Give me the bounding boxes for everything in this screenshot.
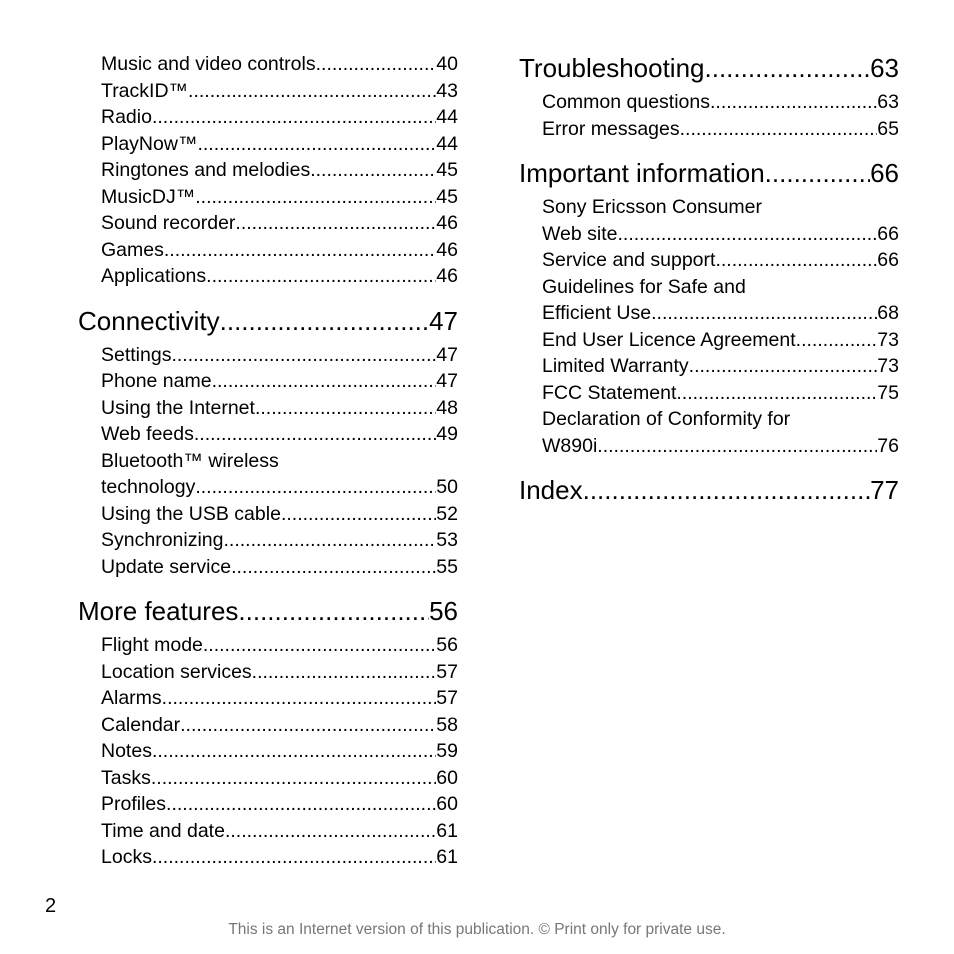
entry-title: Using the USB cable bbox=[101, 502, 281, 525]
page-number: 2 bbox=[45, 895, 57, 917]
toc-entry bbox=[78, 395, 458, 422]
toc-entry bbox=[78, 210, 458, 237]
page-ref: 56 bbox=[429, 596, 458, 626]
toc-entry bbox=[78, 421, 458, 448]
page-ref: 43 bbox=[436, 79, 458, 102]
dot-leader bbox=[152, 104, 436, 131]
toc-entry bbox=[519, 116, 899, 143]
dot-leader bbox=[223, 527, 436, 554]
entry-title: Alarms bbox=[101, 687, 162, 709]
dot-leader bbox=[316, 51, 437, 78]
dot-leader bbox=[705, 51, 871, 85]
page-ref: 52 bbox=[436, 502, 458, 525]
page-ref: 61 bbox=[436, 846, 458, 868]
toc-entry bbox=[78, 685, 458, 712]
page-ref: 45 bbox=[436, 159, 458, 181]
dot-leader bbox=[255, 395, 436, 422]
page-ref: 40 bbox=[436, 53, 458, 75]
entry-title: PlayNow™ bbox=[101, 132, 198, 155]
toc-entry-line bbox=[519, 274, 899, 301]
entry-title: Radio bbox=[101, 106, 152, 128]
toc-section-troubleshooting bbox=[519, 51, 899, 85]
toc-entry bbox=[519, 380, 899, 407]
dot-leader bbox=[618, 221, 878, 248]
page-ref: 73 bbox=[877, 355, 899, 377]
dot-leader bbox=[164, 237, 436, 264]
toc-right-column bbox=[519, 51, 899, 507]
entry-title: Flight mode bbox=[101, 634, 203, 656]
entry-title: Guidelines for Safe and bbox=[542, 275, 746, 298]
page-ref: 48 bbox=[436, 396, 458, 419]
dot-leader bbox=[651, 300, 877, 327]
dot-leader bbox=[166, 791, 436, 818]
dot-leader bbox=[195, 474, 436, 501]
dot-leader bbox=[203, 632, 436, 659]
entry-title: Ringtones and melodies bbox=[101, 159, 311, 181]
toc-entry bbox=[78, 791, 458, 818]
dot-leader bbox=[152, 844, 436, 871]
entry-title: Profiles bbox=[101, 793, 167, 815]
page-ref: 63 bbox=[877, 91, 899, 113]
page-ref: 46 bbox=[436, 265, 458, 287]
dot-leader bbox=[235, 210, 436, 237]
page-ref: 44 bbox=[436, 132, 458, 155]
toc-entry bbox=[78, 51, 458, 78]
page-ref: 75 bbox=[877, 381, 899, 404]
toc-section-index bbox=[519, 473, 899, 507]
toc-entry bbox=[519, 353, 899, 380]
entry-title: Error messages bbox=[542, 117, 680, 140]
dot-leader bbox=[225, 818, 436, 845]
dot-leader bbox=[231, 554, 436, 581]
toc-entry bbox=[78, 368, 458, 395]
section-title: Troubleshooting bbox=[519, 53, 705, 83]
toc-entry bbox=[78, 237, 458, 264]
toc-entry bbox=[78, 501, 458, 528]
toc-section-connectivity bbox=[78, 304, 458, 338]
entry-title: Phone name bbox=[101, 370, 212, 392]
dot-leader bbox=[152, 738, 436, 765]
toc-entry bbox=[519, 327, 899, 354]
toc-entry bbox=[78, 131, 458, 158]
page-ref: 58 bbox=[436, 713, 458, 736]
page-ref: 65 bbox=[877, 117, 899, 140]
page-ref: 53 bbox=[436, 529, 458, 551]
page-ref: 66 bbox=[870, 158, 899, 188]
dot-leader bbox=[171, 342, 436, 369]
dot-leader bbox=[796, 327, 878, 354]
entry-title: Efficient Use bbox=[542, 302, 652, 324]
entry-title: Limited Warranty bbox=[542, 355, 689, 377]
toc-entry bbox=[78, 104, 458, 131]
dot-leader bbox=[310, 157, 436, 184]
entry-title: MusicDJ™ bbox=[101, 185, 196, 208]
toc-entry bbox=[78, 659, 458, 686]
toc-entry bbox=[519, 221, 899, 248]
page-ref: 47 bbox=[429, 305, 458, 336]
toc-entry bbox=[519, 300, 899, 327]
toc-entry bbox=[78, 184, 458, 211]
entry-title: Applications bbox=[101, 265, 207, 287]
dot-leader bbox=[583, 473, 870, 507]
toc-entry bbox=[78, 157, 458, 184]
toc-entry bbox=[78, 818, 458, 845]
page-ref: 50 bbox=[436, 476, 458, 498]
footer-note: This is an Internet version of this publication. © Print only for private use. bbox=[228, 921, 726, 938]
entry-title: Sony Ericsson Consumer bbox=[542, 196, 763, 218]
entry-title: Declaration of Conformity for bbox=[542, 408, 791, 430]
dot-leader bbox=[151, 765, 436, 792]
page-ref: 46 bbox=[436, 212, 458, 234]
toc-entry bbox=[519, 433, 899, 460]
entry-title: Locks bbox=[101, 846, 152, 868]
toc-section-more-features bbox=[78, 594, 458, 628]
page-ref: 76 bbox=[877, 434, 899, 457]
page-ref: 45 bbox=[436, 185, 458, 208]
page-ref: 63 bbox=[870, 53, 899, 83]
dot-leader bbox=[180, 712, 436, 739]
entry-title: Sound recorder bbox=[101, 212, 236, 234]
entry-title: Settings bbox=[101, 343, 172, 366]
page-ref: 66 bbox=[877, 222, 899, 245]
toc-entry bbox=[78, 844, 458, 871]
entry-title: technology bbox=[101, 476, 196, 498]
dot-leader bbox=[252, 659, 437, 686]
page-ref: 57 bbox=[436, 660, 458, 683]
toc-left-column bbox=[78, 51, 458, 871]
dot-leader bbox=[597, 433, 877, 460]
dot-leader bbox=[765, 156, 870, 190]
page-ref: 57 bbox=[436, 687, 458, 709]
dot-leader bbox=[195, 184, 436, 211]
toc-entry bbox=[78, 765, 458, 792]
toc-entry bbox=[78, 738, 458, 765]
page-ref: 73 bbox=[877, 328, 899, 351]
page-ref: 59 bbox=[436, 740, 458, 762]
page-ref: 68 bbox=[877, 302, 899, 324]
dot-leader bbox=[680, 116, 878, 143]
page-ref: 60 bbox=[436, 793, 458, 815]
section-title: More features bbox=[78, 596, 239, 626]
toc-entry bbox=[78, 554, 458, 581]
entry-title: Synchronizing bbox=[101, 529, 224, 551]
entry-title: Tasks bbox=[101, 766, 151, 789]
entry-title: Update service bbox=[101, 555, 232, 578]
dot-leader bbox=[206, 263, 436, 290]
page-ref: 56 bbox=[436, 634, 458, 656]
page-ref: 46 bbox=[436, 238, 458, 261]
page-ref: 77 bbox=[870, 475, 899, 505]
entry-title: Using the Internet bbox=[101, 396, 255, 419]
section-title: Important information bbox=[519, 158, 765, 188]
page-ref: 49 bbox=[436, 423, 458, 445]
dot-leader bbox=[715, 247, 877, 274]
entry-title: W890i bbox=[542, 434, 598, 457]
toc-entry-line bbox=[78, 448, 458, 475]
toc-entry bbox=[78, 78, 458, 105]
toc-entry bbox=[78, 342, 458, 369]
dot-leader bbox=[162, 685, 437, 712]
page-ref: 61 bbox=[436, 819, 458, 842]
section-title: Connectivity bbox=[78, 305, 220, 336]
toc-entry-line bbox=[519, 194, 899, 221]
entry-title: Web site bbox=[542, 222, 618, 245]
page-ref: 66 bbox=[877, 249, 899, 271]
page-ref: 44 bbox=[436, 106, 458, 128]
toc-entry bbox=[78, 632, 458, 659]
entry-title: End User Licence Agreement bbox=[542, 328, 796, 351]
dot-leader bbox=[194, 421, 436, 448]
page-ref: 60 bbox=[436, 766, 458, 789]
toc-entry-line bbox=[519, 406, 899, 433]
entry-title: FCC Statement bbox=[542, 381, 677, 404]
toc-entry bbox=[519, 247, 899, 274]
toc-entry bbox=[78, 527, 458, 554]
entry-title: TrackID™ bbox=[101, 79, 189, 102]
toc-section-important-information bbox=[519, 156, 899, 190]
page-ref: 47 bbox=[436, 343, 458, 366]
entry-title: Notes bbox=[101, 740, 152, 762]
dot-leader bbox=[212, 368, 437, 395]
entry-title: Location services bbox=[101, 660, 252, 683]
dot-leader bbox=[238, 594, 429, 628]
dot-leader bbox=[281, 501, 436, 528]
entry-title: Time and date bbox=[101, 819, 225, 842]
toc-entry bbox=[78, 474, 458, 501]
toc-entry bbox=[78, 712, 458, 739]
page-ref: 47 bbox=[436, 370, 458, 392]
dot-leader bbox=[710, 89, 877, 116]
section-title: Index bbox=[519, 475, 583, 505]
entry-title: Bluetooth™ wireless bbox=[101, 449, 279, 472]
entry-title: Calendar bbox=[101, 713, 181, 736]
entry-title: Games bbox=[101, 238, 164, 261]
dot-leader bbox=[197, 131, 436, 158]
toc-entry bbox=[78, 263, 458, 290]
dot-leader bbox=[220, 304, 429, 338]
dot-leader bbox=[676, 380, 877, 407]
toc-entry bbox=[519, 89, 899, 116]
dot-leader bbox=[188, 78, 436, 105]
entry-title: Service and support bbox=[542, 249, 716, 271]
dot-leader bbox=[689, 353, 878, 380]
entry-title: Music and video controls bbox=[101, 53, 316, 75]
page-ref: 55 bbox=[436, 555, 458, 578]
entry-title: Web feeds bbox=[101, 423, 194, 445]
entry-title: Common questions bbox=[542, 91, 710, 113]
